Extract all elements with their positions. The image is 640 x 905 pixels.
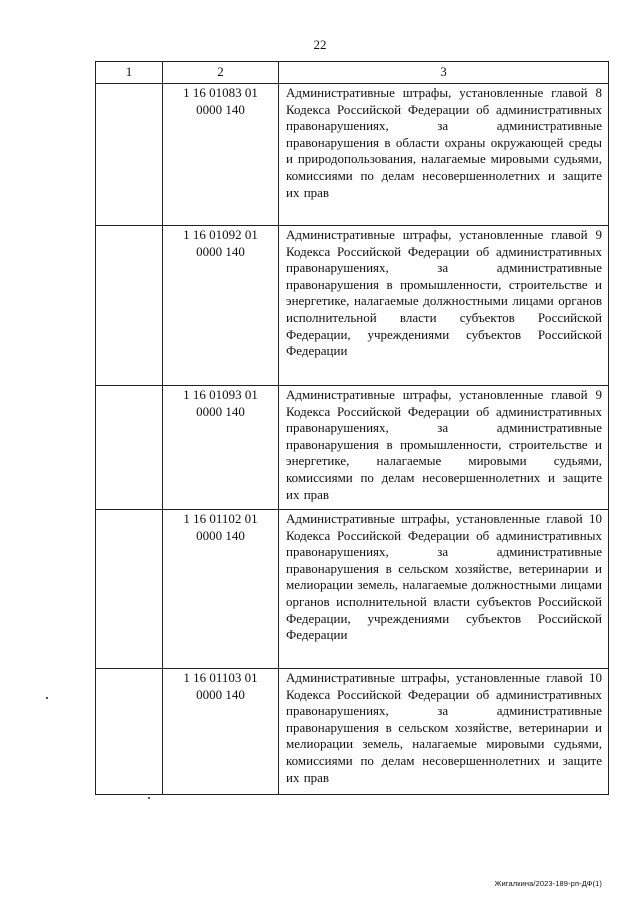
- page-number: 22: [313, 37, 327, 52]
- description-cell: [279, 510, 609, 669]
- description-text: Административные штрафы, установленные главой 9 Кодекса Российской Федерации об административных правонарушениях, за административные правонарушения в промышленности, строительстве и энергетике, налагаемые должностными лицами органов исполнительной власти субъектов Российской Федерации, учреждениями субъектов Российской Федерации: [286, 227, 602, 359]
- code-line-2: 0000 140: [196, 527, 245, 543]
- row-col1-cell: [96, 84, 163, 226]
- code-line-1: 1 16 01083 01: [183, 85, 258, 100]
- scan-speck: [46, 697, 48, 699]
- description-text: Административные штрафы, установленные главой 8 Кодекса Российской Федерации об административных правонарушениях, за административные правонарушения в области охраны окружающей среды и природопользования, налагаемые мировыми судьями, комиссиями по делам несовершеннолетних и защите их прав: [286, 85, 602, 200]
- code-line-1: 1 16 01093 01: [183, 387, 258, 402]
- code-cell: [163, 226, 279, 386]
- code-line-1: 1 16 01103 01: [183, 670, 258, 685]
- document-reference: Жигалкина/2023-189-рп-ДФ(1): [494, 879, 602, 888]
- column-header-1: 1: [96, 62, 163, 84]
- code-line-2: 0000 140: [196, 686, 245, 702]
- code-cell: [163, 84, 279, 226]
- code-line-1: 1 16 01092 01: [183, 227, 258, 242]
- code-line-2: 0000 140: [196, 101, 245, 117]
- scan-speck: [148, 797, 150, 799]
- row-col1-cell: [96, 669, 163, 795]
- table-header-row: [96, 62, 609, 84]
- description-text: Административные штрафы, установленные главой 9 Кодекса Российской Федерации об административных правонарушениях, за административные правонарушения в промышленности, строительстве и энергетике, налагаемые мировыми судьями, комиссиями по делам несовершеннолетних и защите их прав: [286, 387, 602, 502]
- row-col1-cell: [96, 386, 163, 510]
- description-cell: [279, 386, 609, 510]
- description-cell: [279, 669, 609, 795]
- code-line-2: 0000 140: [196, 243, 245, 259]
- code-line-2: 0000 140: [196, 403, 245, 419]
- table-row: [96, 669, 609, 795]
- description-text: Административные штрафы, установленные главой 10 Кодекса Российской Федерации об административных правонарушениях, за административные правонарушения в сельском хозяйстве, ветеринарии и мелиорации земель, налагаемые мировыми судьями, комиссиями по делам несовершеннолетних и защите их прав: [286, 670, 602, 785]
- code-cell: [163, 510, 279, 669]
- description-cell: [279, 226, 609, 386]
- table-row: [96, 510, 609, 669]
- description-text: Административные штрафы, установленные главой 10 Кодекса Российской Федерации об административных правонарушениях, за административные правонарушения в сельском хозяйстве, ветеринарии и мелиорации земель, налагаемые должностными лицами органов исполнительной власти субъектов Российской Федерации, учреждениями субъектов Российской Федерации: [286, 511, 602, 643]
- description-cell: [279, 84, 609, 226]
- table-row: [96, 226, 609, 386]
- row-col1-cell: [96, 510, 163, 669]
- revenue-codes-table: [95, 61, 609, 795]
- column-header-2: 2: [163, 62, 279, 84]
- code-line-1: 1 16 01102 01: [183, 511, 258, 526]
- table-row: [96, 386, 609, 510]
- code-cell: [163, 669, 279, 795]
- table-row: [96, 84, 609, 226]
- row-col1-cell: [96, 226, 163, 386]
- column-header-3: 3: [279, 62, 609, 84]
- code-cell: [163, 386, 279, 510]
